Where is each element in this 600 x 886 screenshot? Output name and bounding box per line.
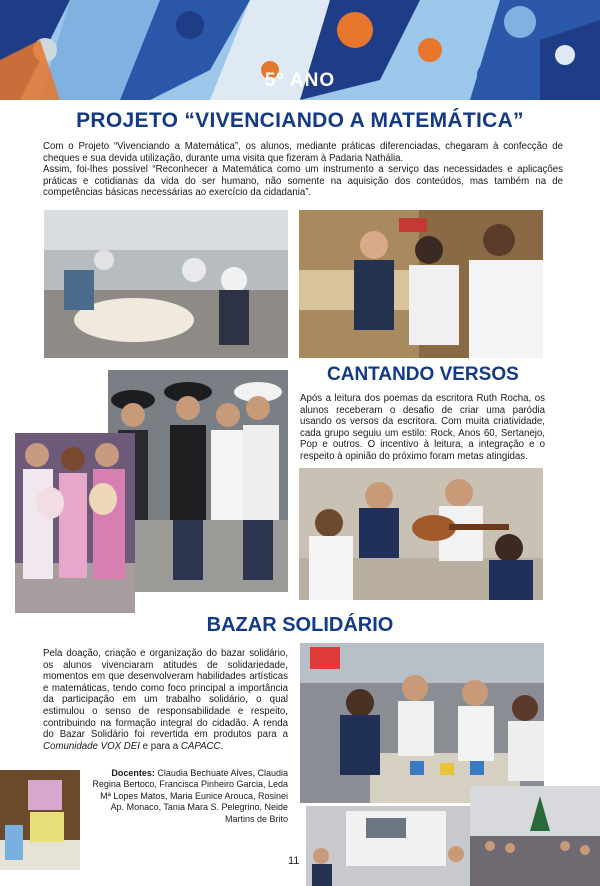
photo-bakery-counter	[299, 210, 543, 358]
teachers-label: Docentes:	[111, 768, 155, 778]
project-paragraph-1: Com o Projeto “Vivenciando a Matemática”, os alunos, mediante práticas diferenciadas, chegaram à confecção de cheques e sua devida utilização, durante uma visita que fizeram à Padaria Nathália.	[43, 141, 563, 164]
grade-label: 5º ANO	[264, 70, 336, 91]
photo-bakery-kitchen	[44, 210, 288, 358]
singing-paragraph: Após a leitura dos poemas da escritora Ruth Rocha, os alunos receberam o desafio de criar uma paródia usando os versos da escritora. Com muita criatividade, cada grupo seguiu um estilo: Rock, Anos 60, Sertanejo, Pop e outros. O incentivo à leitura, a integração e o respeito à opinião do próximo foram metas atingidas.	[300, 393, 545, 462]
bazaar-org-capacc: CAPACC	[180, 740, 221, 752]
photo-guitar-group	[299, 468, 543, 600]
project-title: PROJETO “VIVENCIANDO A MATEMÁTICA”	[76, 109, 524, 132]
bazaar-paragraph	[43, 648, 288, 752]
bazaar-connector: e para a	[139, 740, 181, 752]
photo-cowboy-costumes	[108, 370, 288, 592]
header-banner	[0, 0, 600, 100]
project-intro	[43, 141, 563, 199]
bazaar-text: Pela doação, criação e organização do bazar solidário, os alunos vivenciaram atitudes de solidariedade, momentos em que desenvolveram habilidades artísticas e matemáticas, tendo como foco principal a importância da participação em um trabalho solidário, o qual estimulou o senso de responsabilidade e respeito, contribuindo na formação integral do cidadão. A renda do Bazar Solidário foi revertida em produtos para a	[43, 648, 288, 741]
bazaar-org-vox-dei: Comunidade VOX DEI	[43, 740, 140, 752]
project-paragraph-2: Assim, foi-lhes possível “Reconhecer a Matemática como um instrumento a serviço das necessidades e aplicações práticas e cotidianas da vida do ser humano, não somente na aquisição dos conteúdos, mas também na de competências básicas necessárias ao exercício da cidadania”.	[43, 164, 563, 199]
teachers-credit	[86, 768, 288, 825]
bazaar-end: .	[220, 740, 224, 752]
photo-bazaar-crafts	[0, 770, 80, 870]
photo-crowd-event	[470, 786, 600, 886]
photo-pajama-group	[15, 433, 135, 613]
photo-donation-van	[306, 806, 470, 886]
bazaar-title: BAZAR SOLIDÁRIO	[206, 614, 394, 636]
singing-title: CANTANDO VERSOS	[327, 364, 519, 385]
page-number: 11	[288, 855, 300, 867]
teachers-names: Claudia Bechuate Alves, Claudia Regina Bertoco, Francisca Pinheiro Garcia, Leda Mª Lopes Matos, Maria Eunice Arouca, Rosinei Ap. Monaco, Tania Mara S. Pelegrino, Neide Martins de Brito	[92, 768, 288, 824]
photo-bazaar-table	[300, 643, 544, 803]
